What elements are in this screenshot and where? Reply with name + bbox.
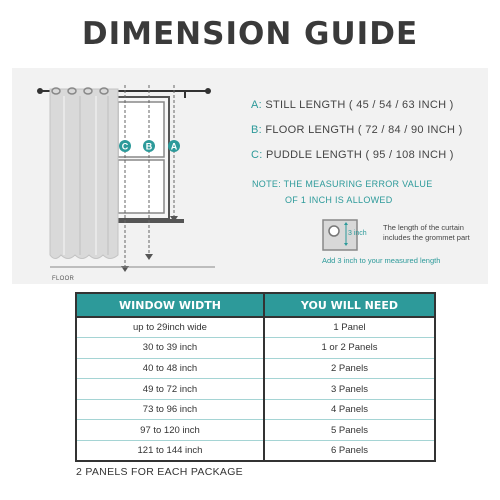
- rod-end-left: [37, 88, 43, 94]
- label-a: A: [170, 141, 178, 152]
- panels-needed-cell: 1 Panel: [264, 317, 435, 338]
- window-width-cell: 30 to 39 inch: [76, 338, 264, 359]
- table-row: [76, 420, 435, 441]
- panels-needed-cell: 5 Panels: [264, 420, 435, 441]
- window-width-cell: 40 to 48 inch: [76, 358, 264, 379]
- legend-c: [251, 149, 454, 161]
- legend-b-text: FLOOR LENGTH ( 72 / 84 / 90 INCH ): [262, 124, 463, 136]
- note-line-2: OF 1 INCH IS ALLOWED: [285, 195, 393, 205]
- panels-needed-cell: 4 Panels: [264, 399, 435, 420]
- table-row: [76, 317, 435, 338]
- window-width-cell: 121 to 144 inch: [76, 441, 264, 462]
- package-footer-note: 2 PANELS FOR EACH PACKAGE: [76, 466, 243, 478]
- arrow-b: [145, 254, 153, 260]
- note-line-1: NOTE: THE MEASURING ERROR VALUE: [252, 179, 433, 189]
- window-width-cell: up to 29inch wide: [76, 317, 264, 338]
- legend-b-key: B:: [251, 124, 262, 136]
- header-window-width: WINDOW WIDTH: [76, 293, 264, 317]
- table-row: [76, 379, 435, 400]
- three-inch-label: 3 inch: [348, 230, 367, 237]
- page-title: DIMENSION GUIDE: [81, 16, 419, 52]
- legend-c-key: C:: [251, 149, 263, 161]
- floor-label: FLOOR: [52, 276, 75, 282]
- legend-a-key: A:: [251, 99, 262, 111]
- panel-size-table: [75, 292, 436, 462]
- legend-a: [251, 99, 454, 111]
- legend-b: [251, 124, 463, 136]
- add-length-note: Add 3 inch to your measured length: [322, 256, 441, 265]
- window-width-cell: 73 to 96 inch: [76, 399, 264, 420]
- header-you-will-need: YOU WILL NEED: [264, 293, 435, 317]
- rod-end-right: [205, 88, 211, 94]
- window-width-cell: 97 to 120 inch: [76, 420, 264, 441]
- panels-needed-cell: 3 Panels: [264, 379, 435, 400]
- window-width-cell: 49 to 72 inch: [76, 379, 264, 400]
- panels-needed-cell: 6 Panels: [264, 441, 435, 462]
- legend-a-text: STILL LENGTH ( 45 / 54 / 63 INCH ): [262, 99, 454, 111]
- label-c: C: [121, 141, 129, 152]
- table-row: [76, 399, 435, 420]
- panels-needed-cell: 1 or 2 Panels: [264, 338, 435, 359]
- panels-needed-cell: 2 Panels: [264, 358, 435, 379]
- table-header-row: [76, 293, 435, 317]
- table-row: [76, 358, 435, 379]
- table-row: [76, 338, 435, 359]
- table-row: [76, 441, 435, 462]
- grommet-note: The length of the curtain includes the grommet part: [383, 223, 470, 242]
- label-b: B: [145, 141, 153, 152]
- legend-c-text: PUDDLE LENGTH ( 95 / 108 INCH ): [262, 149, 454, 161]
